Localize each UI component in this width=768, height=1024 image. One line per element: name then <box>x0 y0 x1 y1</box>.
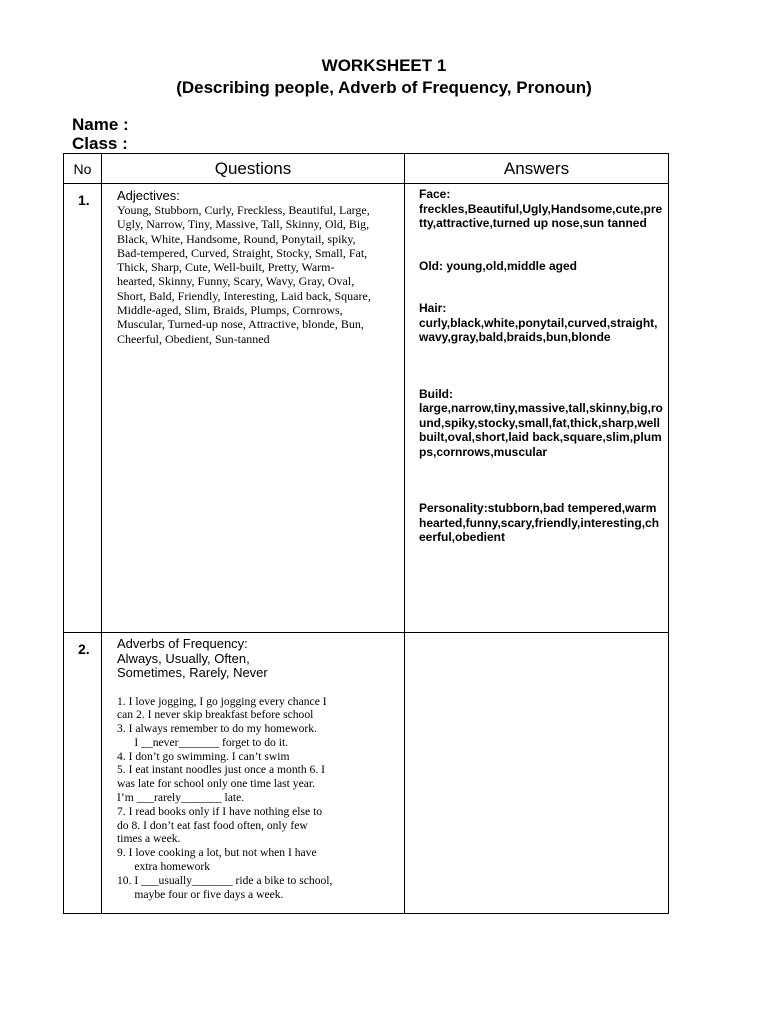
adverbs-line-2: Sometimes, Rarely, Never <box>117 665 268 680</box>
exercise-line: 1. I love jogging, I go jogging every chance I <box>117 694 327 708</box>
exercise-line: 7. I read books only if I have nothing else to <box>117 804 323 818</box>
table-row <box>64 184 669 633</box>
answer-personality <box>419 501 664 545</box>
answer-text: Personality:stubborn,bad tempered,warm hearted,funny,scary,friendly,interesting,cheerful,obedient <box>419 501 660 544</box>
header-answers: Answers <box>405 154 669 184</box>
answer-hair <box>419 301 664 345</box>
exercise-line: 4. I don’t go swimming. I can’t swim <box>117 749 290 763</box>
exercise-list <box>117 695 372 902</box>
exercise-line: 3. I always remember to do my homework. <box>117 722 317 736</box>
answer-build <box>419 387 664 460</box>
row-number: 1. <box>64 184 102 633</box>
exercise-line: I’m ___rarely_______ late. <box>117 791 245 805</box>
header-questions: Questions <box>102 154 405 184</box>
question-body: Young, Stubborn, Curly, Freckless, Beautiful, Large, Ugly, Narrow, Tiny, Massive, Tall, Skinny, Old, Big, Black, White, Handsome, Round, Ponytail, spiky, Bad-tempered, Curved, Straight, Stocky, Small, Fat, Thick, Sharp, Cute, Well-built, Pretty, Warm-hearted, Skinny, Funny, Scary, Wavy, Gray, Oval, Short, Bald, Friendly, Interesting, Laid back, Square, Middle-aged, Slim, Braids, Plumps, Cornrows, Muscular, Turned-up nose, Attractive, blonde, Bun, Cheerful, Obedient, Sun-tanned <box>117 203 371 346</box>
exercise-line: do 8. I don’t eat fast food often, only few <box>117 818 308 832</box>
name-label: Name : <box>72 115 129 134</box>
exercise-line: I __never_______ forget to do it. <box>117 735 289 749</box>
worksheet-subtitle: (Describing people, Adverb of Frequency, Pronoun) <box>176 78 592 97</box>
question-heading: Adverbs of Frequency: <box>117 636 248 651</box>
answer-cell <box>405 184 669 633</box>
table-header-row <box>64 154 669 184</box>
exercise-line: maybe four or five days a week. <box>117 887 284 901</box>
question-heading: Adjectives: <box>117 188 180 203</box>
class-label: Class : <box>72 134 128 153</box>
answer-text: curly,black,white,ponytail,curved,straight,wavy,gray,bald,braids,bun,blonde <box>419 315 658 344</box>
answer-cell-empty <box>405 633 669 914</box>
adverbs-line-1: Always, Usually, Often, <box>117 650 250 666</box>
answer-text: Old: young,old,middle aged <box>419 258 577 273</box>
exercise-line: extra homework <box>117 860 211 874</box>
exercise-line: times a week. <box>117 832 181 846</box>
row-number: 2. <box>64 633 102 914</box>
answer-label: Hair: <box>419 301 447 315</box>
answer-text: large,narrow,tiny,massive,tall,skinny,big,round,spiky,stocky,small,fat,thick,sharp,well built,oval,short,laid back,square,slim,plumps,cornrows,muscular <box>419 401 663 459</box>
exercise-line: 5. I eat instant noodles just once a month 6. I <box>117 763 326 777</box>
worksheet-title: WORKSHEET 1 <box>321 56 447 75</box>
answer-label: Face: <box>419 187 451 201</box>
question-cell <box>102 633 405 914</box>
answer-text: freckles,Beautiful,Ugly,Handsome,cute,pretty,attractive,turned up nose,sun tanned <box>419 201 663 230</box>
table-row <box>64 633 669 914</box>
answer-face <box>419 187 664 231</box>
worksheet-table <box>63 153 669 914</box>
header-no: No <box>64 154 102 184</box>
exercise-line: was late for school only one time last year. <box>117 777 316 791</box>
exercise-line: 9. I love cooking a lot, but not when I have <box>117 846 317 860</box>
question-cell <box>102 184 405 633</box>
answer-age <box>419 259 664 274</box>
answer-label: Build: <box>419 386 453 401</box>
exercise-line: can 2. I never skip breakfast before school <box>117 708 314 722</box>
exercise-line: 10. I ___usually_______ ride a bike to school, <box>117 873 333 887</box>
